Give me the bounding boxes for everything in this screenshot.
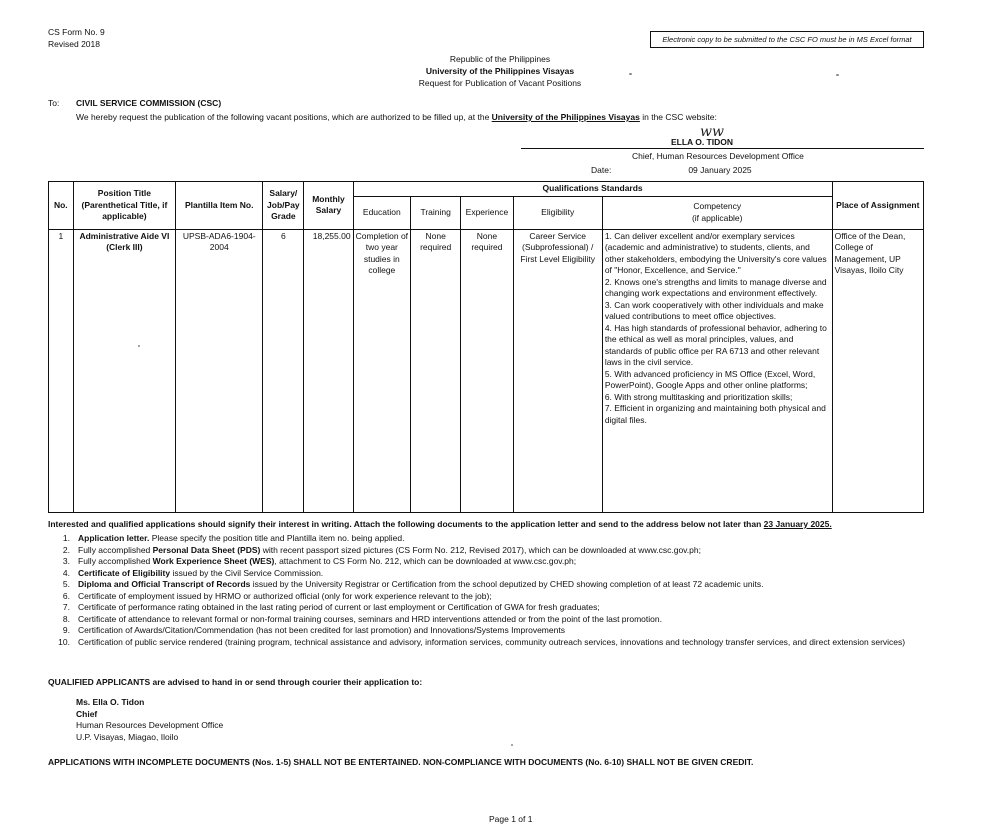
form-number: CS Form No. 9 [48,27,105,37]
col-competency [602,196,832,229]
requirement-text: Certificate of employment issued by HRMO or authorized official (only for work experience relevant to the job); [78,590,492,601]
signatory-name: ELLA O. TIDON [670,137,733,147]
col-education: Education [353,196,410,229]
cell-position-title-sub: (Clerk III) [106,242,143,252]
cell-place: Office of the Dean, College of Management, UP Visayas, Iloilo City [832,229,923,513]
cell-plantilla: UPSB-ADA6-1904-2004 [176,229,263,513]
requirement-number: 5. [62,579,70,589]
col-training: Training [411,196,461,229]
competency-item: 6. With strong multitasking and prioritization skills; [604,391,793,402]
requirement-text: , attachment to CS Form No. 212, which can be downloaded at www.csc.gov.ph; [274,556,577,566]
requirement-item [48,533,993,545]
col-qualifications: Qualifications Standards [353,182,832,197]
form-revised: Revised 2018 [48,39,100,49]
requirement-text: Certification of Awards/Citation/Commendation (has not been credited for last promotion) and Innovations/Systems Improvements [78,625,565,635]
requirement-text: Certification of public service rendered (training program, technical assistance and advisory, information services, community outreach services, innovations and technology transfer services, and direct extension services) [78,636,906,647]
cell-competency [602,229,832,513]
cell-position-title-main: Administrative Aide VI [79,230,170,241]
instructions-intro-text: Interested and qualified applications should signify their interest in writing. Attach the following documents to the application letter and send to the address below not later than [48,519,762,529]
requirement-text: issued by the University Registrar or Certification from the school deputized by CHED showing completion of at least 72 academic units. [250,579,764,589]
requirement-item [48,637,993,649]
scan-speck [836,74,839,76]
requirement-bold: Application letter. [78,533,150,543]
competency-item: 3. Can work cooperatively with other individuals and make valued contributions to meet office objectives. [604,299,824,321]
competency-item: 4. Has high standards of professional behavior, adhering to the ethical as well as moral principles, values, and standards of public office per RA 6713 and other relevant laws in the civil service. [604,322,827,367]
requirements-list [48,533,993,648]
address-office: Human Resources Development Office [76,720,224,730]
col-competency-label: Competency [693,201,742,211]
requirement-number: 3. [62,556,70,566]
cell-position-title [73,229,176,513]
requirement-number: 2. [62,544,70,555]
requirement-number: 7. [62,602,70,612]
requirement-number: 6. [62,590,70,601]
submission-address [76,697,223,743]
deadline: 23 January 2025. [763,519,832,529]
competency-item: 1. Can deliver excellent and/or exemplary services (academic and administrative) to students, clients, and other stakeholders, embodying the University's core values of "Honor, Excellence, and Service." [604,230,827,275]
col-place: Place of Assignment [832,182,923,230]
requirement-bold: Work Experience Sheet (WES) [152,556,275,566]
requirement-item [48,591,993,603]
signature: ww [700,124,724,140]
requirement-item [48,545,993,557]
requirement-item [48,625,993,637]
requirement-bold: Diploma and Official Transcript of Records [78,579,251,589]
requirement-text: Certificate of performance rating obtained in the last rating period of current or last employment or Certification of GWA for fresh graduates; [78,602,600,612]
cell-monthly-salary: 18,255.00 [304,229,353,513]
col-position-title-label: Position Title [97,188,151,198]
to-recipient: CIVIL SERVICE COMMISSION (CSC) [76,98,222,108]
col-experience: Experience [461,196,513,229]
scan-speck [629,73,632,75]
request-statement [76,112,976,123]
requirement-item [48,614,993,626]
address-location: U.P. Visayas, Miagao, Iloilo [76,731,179,742]
requirement-bold: Personal Data Sheet (PDS) [152,544,261,555]
signatory-position: Chief, Human Resources Development Office [632,151,804,161]
table-row [49,229,924,513]
competency-item: 5. With advanced proficiency in MS Office (Excel, Word, PowerPoint), Google Apps and other online platforms; [604,368,816,390]
to-label: To: [48,98,60,108]
col-position-title [73,182,176,230]
col-plantilla: Plantilla Item No. [176,182,263,230]
requirement-text: Please specify the position title and Plantilla item no. being applied. [149,533,405,543]
header-university: University of the Philippines Visayas [425,66,575,76]
scan-speck [511,744,513,746]
signature-line [521,148,924,149]
col-eligibility: Eligibility [513,196,602,229]
col-no: No. [49,182,74,230]
excel-notice: Electronic copy to be submitted to the CSC FO must be in MS Excel format [650,31,924,48]
compliance-warning: APPLICATIONS WITH INCOMPLETE DOCUMENTS (Nos. 1-5) SHALL NOT BE ENTERTAINED. NON-COMPLIANCE WITH DOCUMENTS (No. 6-10) SHALL NOT BE GIVEN CREDIT. [48,757,754,767]
address-name: Ms. Ella O. Tidon [76,697,145,707]
requirement-item [48,579,993,591]
requirement-text: Certificate of attendance to relevant formal or non-formal training courses, seminars and HRD interventions attended or from the point of the last promotion. [78,613,662,624]
vacancy-table [48,181,924,513]
requirement-text: issued by the Civil Service Commission. [170,567,324,578]
qualified-applicants-note: QUALIFIED APPLICANTS are advised to hand in or send through courier their application to: [48,677,423,687]
requirement-number: 9. [62,625,70,635]
header-republic: Republic of the Philippines [449,54,551,64]
date-value: 09 January 2025 [688,165,752,175]
col-competency-sub: (if applicable) [691,212,743,223]
requirement-number: 10. [58,636,70,647]
requirement-pre: Fully accomplished [78,556,153,566]
requirement-number: 1. [62,533,70,543]
request-post: in the CSC website: [642,112,717,122]
requirement-item [48,568,993,580]
competency-item: 2. Knows one's strengths and limits to manage diverse and changing work expectations and environment effectively. [604,276,827,298]
requirement-pre: Fully accomplished [78,544,153,555]
requirement-bold: Certificate of Eligibility [78,567,171,578]
page-number: Page 1 of 1 [489,814,533,824]
cell-education: Completion of two year studies in college [353,229,410,513]
requirement-text: with recent passport sized pictures (CS Form No. 212, Revised 2017), which can be downloaded at www.csc.gov.ph; [260,544,701,555]
request-pre: We hereby request the publication of the following vacant positions, which are authorized to be filled up, at the [76,112,490,122]
competency-item: 7. Efficient in organizing and maintaining both physical and digital files. [604,403,826,425]
requirement-number: 4. [62,567,70,578]
request-agency: University of the Philippines Visayas [491,112,640,122]
address-title: Chief [76,708,98,719]
cell-experience: None required [461,229,513,513]
col-monthly-salary: Monthly Salary [304,182,353,230]
cell-training: None required [411,229,461,513]
col-salary-grade: Salary/ Job/Pay Grade [263,182,304,230]
cell-salary-grade: 6 [263,229,304,513]
date-label: Date: [591,165,612,175]
cell-no: 1 [49,229,74,513]
scan-speck [138,345,140,347]
requirement-item [48,602,993,614]
requirement-number: 8. [62,613,70,624]
cell-eligibility: Career Service (Subprofessional) / First Level Eligibility [513,229,602,513]
instructions-intro [48,519,948,531]
header-title: Request for Publication of Vacant Positions [418,78,582,88]
col-position-title-sub: (Parenthetical Title, if applicable) [81,199,168,221]
requirement-item [48,556,993,568]
